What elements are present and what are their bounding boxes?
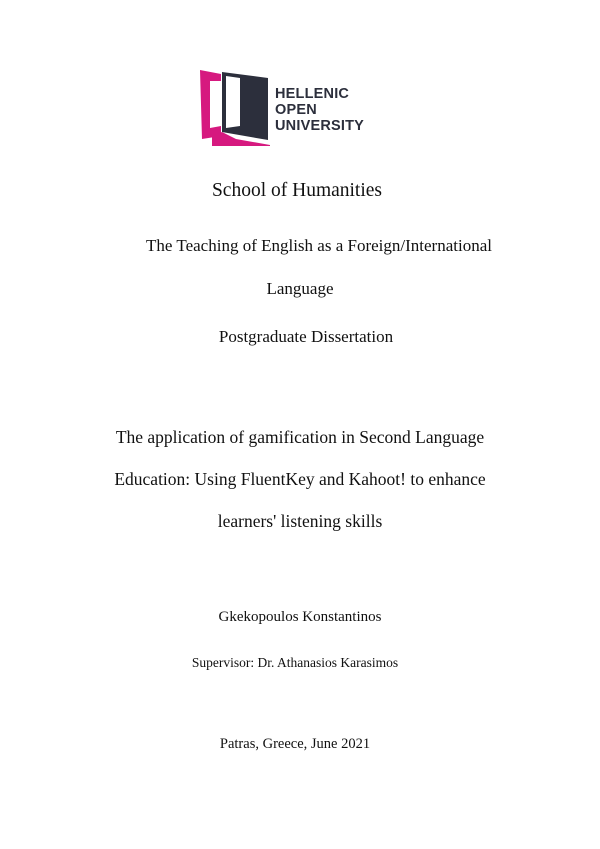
university-logo [200, 70, 370, 146]
degree-type: Postgraduate Dissertation [218, 327, 394, 346]
school-name: School of Humanities [211, 180, 383, 201]
program-name-line-2: Language [266, 279, 334, 298]
program-name-line-1: The Teaching of English as a Foreign/International [146, 236, 492, 255]
dissertation-title-line-1: The application of gamification in Second Language [115, 427, 485, 447]
logo-line-university: UNIVERSITY [275, 118, 365, 134]
logo-line-open: OPEN [275, 102, 317, 118]
university-emblem-icon [200, 70, 270, 146]
university-logo-wordmark [275, 86, 364, 134]
dissertation-title-line-3: learners' listening skills [217, 511, 383, 531]
dissertation-title-line-2: Education: Using FluentKey and Kahoot! to enhance [114, 469, 486, 489]
supervisor-name: Supervisor: Dr. Athanasios Karasimos [191, 655, 399, 670]
logo-line-hellenic: HELLENIC [275, 86, 350, 102]
place-and-date: Patras, Greece, June 2021 [219, 736, 371, 752]
author-name: Gkekopoulos Konstantinos [218, 609, 382, 625]
